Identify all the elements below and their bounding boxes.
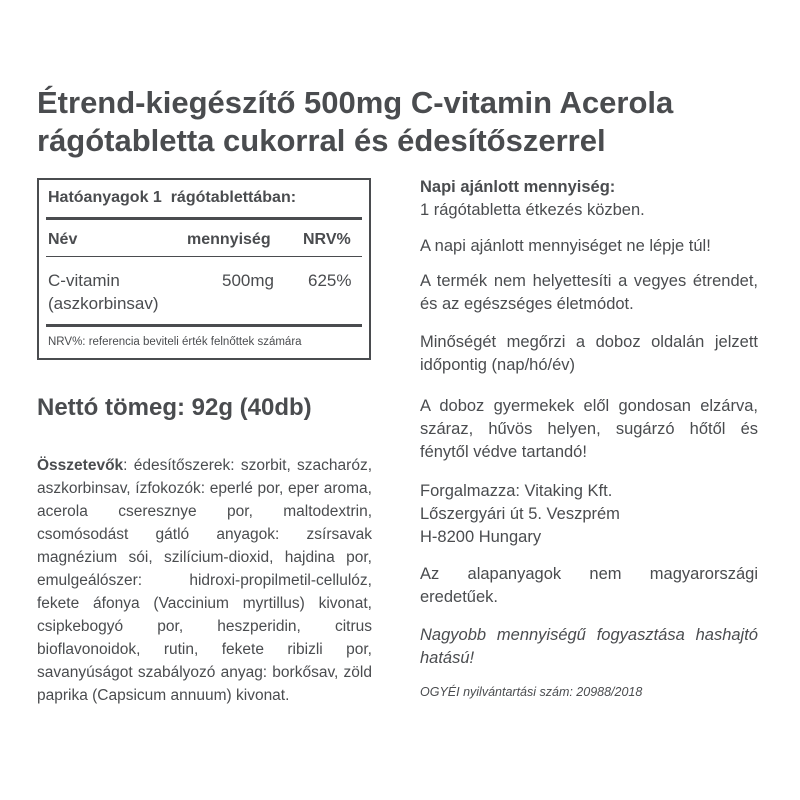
laxative-warning: Nagyobb mennyiségű fogyasztása hashajtó hatású! (420, 626, 758, 667)
product-title-line2: rágótabletta cukorral és édesítőszerrel (37, 123, 606, 158)
table-rule (46, 217, 362, 220)
distributor-block (420, 480, 758, 549)
origin-text: Az alapanyagok nem magyarországi eredetűek. (420, 565, 758, 606)
origin-block (420, 563, 758, 609)
vitamin-subname: (aszkorbinsav) (48, 294, 159, 313)
nrv-footnote: NRV%: referencia beviteli érték felnőttek számára (48, 336, 302, 348)
distributor-line1: Forgalmazza: Vitaking Kft. (420, 482, 613, 500)
column-header-name: Név (48, 231, 78, 248)
diet-warning: A termék nem helyettesíti a vegyes étrendet, és az egészséges életmódot. (420, 272, 758, 313)
dose-warning-block (420, 235, 758, 258)
ingredients-label: Összetevők (37, 457, 124, 474)
product-title-line1: Étrend-kiegészítő 500mg C-vitamin Acerola (37, 85, 674, 120)
ingredients-text: : édesítőszerek: szorbit, szacharóz, aszkorbinsav, ízfokozók: eperlé por, eper aroma, acerola cseresznye por, maltodextrin, csomósodást gátló anyagok: zsírsavak magnézium sói, szilícium-dioxid, hajdina por, emulgeálószer: hidroxi-propilmetil-cellulóz, fekete áfonya (Vaccinium myrtillus) kivonat, csipkebogyó por, heszperidin, citrus bioflavonoidok, rutin, fekete ribizli por, savanyúságot szabályozó anyag: borkősav, zöld paprika (Capsicum annuum) kivonat. (37, 457, 372, 704)
table-rule (46, 256, 362, 257)
nutrition-table (37, 178, 371, 360)
table-cell-amount: 500mg (222, 271, 274, 290)
table-cell-name (48, 269, 159, 315)
best-before: Minőségét megőrzi a doboz oldalán jelzett időpontig (nap/hó/év) (420, 333, 758, 374)
net-weight: Nettó tömeg: 92g (40db) (37, 394, 312, 421)
column-header-amount: mennyiség (187, 231, 271, 248)
vitamin-name: C-vitamin (48, 271, 120, 290)
column-header-nrv: NRV% (303, 231, 351, 248)
diet-warning-block (420, 270, 758, 316)
product-title (37, 84, 777, 160)
dose-block (420, 176, 758, 222)
table-rule (46, 324, 362, 327)
storage-text: A doboz gyermekek elől gondosan elzárva, száraz, hűvös helyen, sugárzó hőtől és fénytől védve tartandó! (420, 397, 758, 461)
laxative-block (420, 624, 758, 670)
dose-text: 1 rágótabletta étkezés közben. (420, 201, 645, 219)
table-cell-nrv: 625% (308, 271, 352, 290)
distributor-line3: H-8200 Hungary (420, 528, 542, 546)
registration-number: OGYÉI nyilvántartási szám: 20988/2018 (420, 685, 643, 699)
best-before-block (420, 331, 758, 377)
distributor-line2: Lőszergyári út 5. Veszprém (420, 505, 620, 523)
ingredients-block (37, 454, 372, 707)
dose-warning: A napi ajánlott mennyiséget ne lépje túl! (420, 237, 711, 255)
dose-heading: Napi ajánlott mennyiség: (420, 178, 616, 196)
registration-block (420, 681, 758, 704)
nutrition-table-heading: Hatóanyagok 1 rágótablettában: (48, 189, 297, 206)
storage-block (420, 395, 758, 464)
